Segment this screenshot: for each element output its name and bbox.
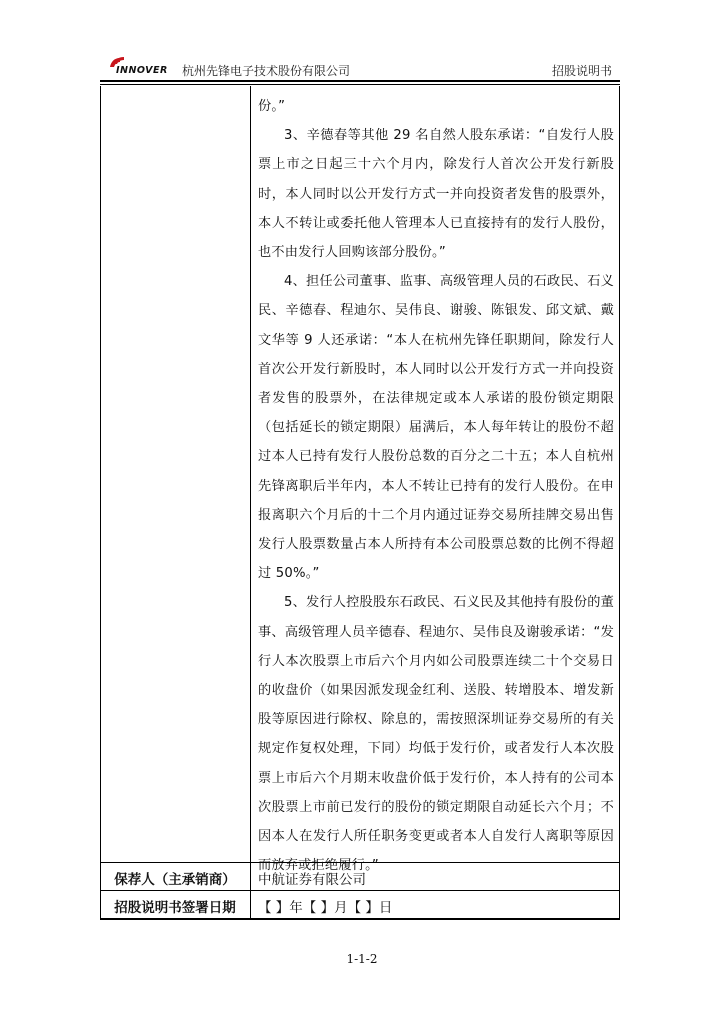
logo-text: INNOVER [116, 65, 168, 76]
table-column-divider [250, 86, 251, 920]
company-logo [106, 55, 176, 81]
sponsor-value: 中航证券有限公司 [258, 872, 366, 888]
paragraph-commitment-5: 5、发行人控股股东石政民、石义民及其他持有股份的董事、高级管理人员辛德春、程迪尔、吴伟良及谢骏承诺：“发行人本次股票上市后六个月内如公司股票连续二十个交易日的收盘价（如果因派发现金红利、送股、转增股本、增发新股等原因进行除权、除息的，需按照深圳证券交易所的有关规定作复权处理，下同）均低于发行价，或者发行人本次股票上市后六个月期末收盘价低于发行价，本人持有的公司本次股票上市前已发行的股份的锁定期限自动延长六个月；不因本人在发行人所任职务变更或者本人自发行人离职等原因而放弃或拒绝履行。” [258, 595, 614, 874]
sign-date-label: 招股说明书签署日期 [114, 900, 236, 916]
sponsor-label: 保荐人（主承销商） [114, 872, 236, 888]
page-header [100, 52, 620, 82]
company-name: 杭州先锋电子技术股份有限公司 [182, 64, 351, 78]
table-border-bottom [100, 918, 620, 920]
info-table [100, 86, 620, 920]
table-row-divider [100, 862, 620, 863]
document-title: 招股说明书 [551, 64, 612, 78]
header-divider-thick [100, 80, 620, 82]
table-border-right [619, 86, 620, 920]
paragraph-continuation: 份。” [258, 99, 286, 114]
sign-date-value: 【 】年【 】月【 】日 [258, 900, 393, 916]
paragraph-commitment-4: 4、担任公司董事、监事、高级管理人员的石政民、石义民、辛德春、程迪尔、吴伟良、谢骏、陈银发、邱文斌、戴文华等 9 人还承诺：“本人在杭州先锋任职期间，除发行人首次公开发行新股时，本人同时以公开发行方式一并向投资者发售的股票外，在法律规定或本人承诺的股份锁定期限（包括延长的锁定期限）届满后，本人每年转让的股份不超过本人已持有发行人股份总数的百分之二十五；本人自杭州先锋离职后半年内，本人不转让已持有的发行人股份。在申报离职六个月后的十二个月内通过证券交易所挂牌交易出售发行人股票数量占本人所持有本公司股票总数的比例不得超过 50%。” [258, 274, 614, 582]
table-border-left [100, 86, 101, 920]
paragraph-commitment-3: 3、辛德春等其他 29 名自然人股东承诺：“自发行人股票上市之日起三十六个月内，除发行人首次公开发行新股时，本人同时以公开发行方式一并向投资者发售的股票外，本人不转让或委托他人管理本人已直接持有的发行人股份，也不由发行人回购该部分股份。” [258, 128, 614, 261]
lockup-commitments-text [258, 92, 614, 880]
header-divider-thin [100, 84, 620, 85]
page-number: 1-1-2 [346, 952, 378, 966]
table-row-divider [100, 890, 620, 891]
